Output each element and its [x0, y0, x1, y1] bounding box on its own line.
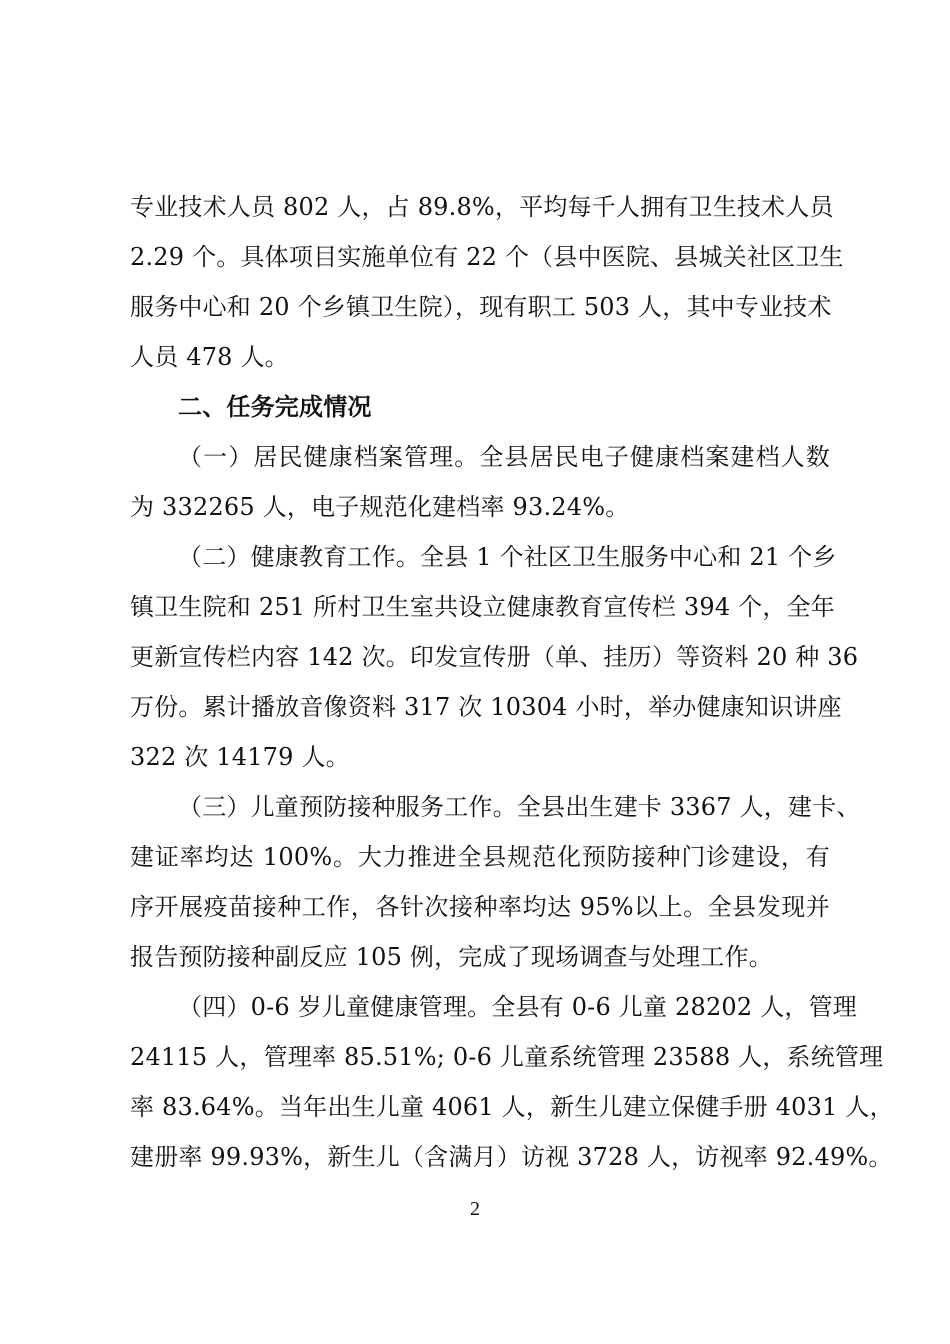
body-text-line: 24115 人，管理率 85.51%; 0-6 儿童系统管理 23588 人，系统管理	[130, 1043, 884, 1071]
paragraph-first-line: （二）健康教育工作。全县 1 个社区卫生服务中心和 21 个乡	[178, 543, 837, 571]
body-text-line: 为 332265 人，电子规范化建档率 93.24%。	[130, 493, 630, 521]
paragraph-first-line: （三）儿童预防接种服务工作。全县出生建卡 3367 人，建卡、	[178, 793, 861, 821]
body-text-line: 率 83.64%。当年出生儿童 4061 人，新生儿建立保健手册 4031 人，	[130, 1093, 894, 1121]
body-text-line: 专业技术人员 802 人，占 89.8%，平均每千人拥有卫生技术人员	[130, 193, 834, 221]
body-text-line: 序开展疫苗接种工作，各针次接种率均达 95%以上。全县发现并	[130, 893, 830, 921]
body-text-line: 镇卫生院和 251 所村卫生室共设立健康教育宣传栏 394 个，全年	[130, 593, 835, 621]
body-text-line: 2.29 个。具体项目实施单位有 22 个（县中医院、县城关社区卫生	[130, 243, 844, 271]
body-text-line: 服务中心和 20 个乡镇卫生院），现有职工 503 人，其中专业技术	[130, 293, 832, 321]
body-text-line: 322 次 14179 人。	[130, 743, 350, 771]
body-text-line: 更新宣传栏内容 142 次。印发宣传册（单、挂历）等资料 20 种 36	[130, 643, 859, 671]
body-text-line: 万份。累计播放音像资料 317 次 10304 小时，举办健康知识讲座	[130, 693, 842, 721]
paragraph-first-line: （四）0-6 岁儿童健康管理。全县有 0-6 儿童 28202 人，管理	[178, 993, 857, 1021]
body-text-line: 建册率 99.93%，新生儿（含满月）访视 3728 人，访视率 92.49%。	[130, 1143, 893, 1171]
paragraph-first-line: （一）居民健康档案管理。全县居民电子健康档案建档人数	[178, 443, 830, 471]
body-text-line: 人员 478 人。	[130, 343, 289, 371]
body-text-line: 建证率均达 100%。大力推进全县规范化预防接种门诊建设，有	[130, 843, 830, 871]
page-number: 2	[470, 1198, 480, 1220]
body-text-line: 报告预防接种副反应 105 例，完成了现场调查与处理工作。	[130, 943, 773, 971]
section-heading: 二、任务完成情况	[178, 393, 372, 421]
